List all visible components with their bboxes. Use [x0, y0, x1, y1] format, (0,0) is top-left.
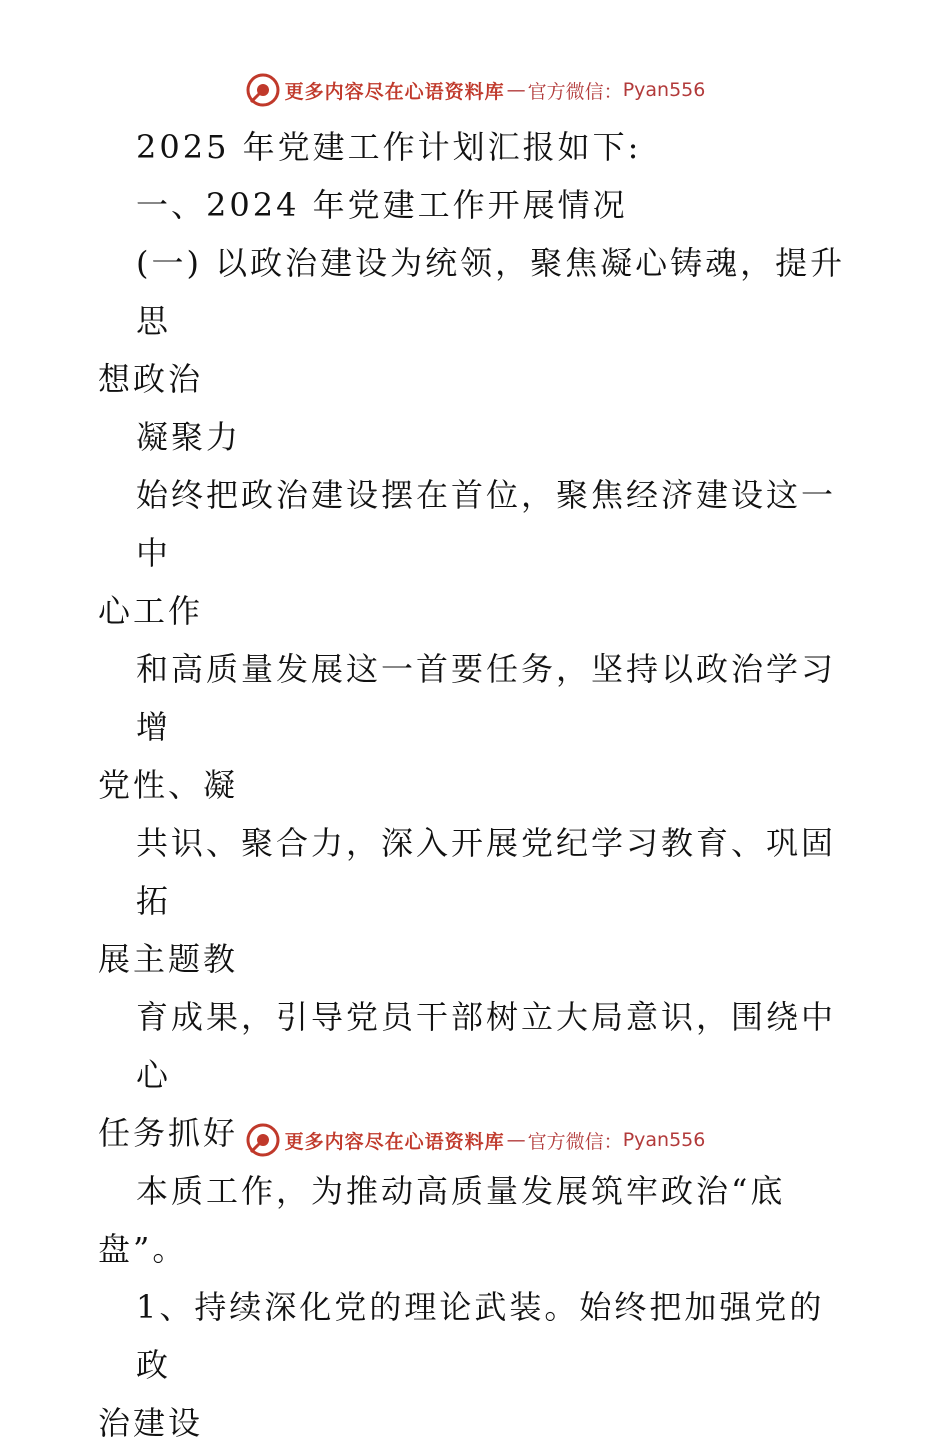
doc-line: 和高质量发展这一首要任务，坚持以政治学习增 — [136, 650, 837, 746]
watermark-footer — [0, 1120, 950, 1160]
watermark-handle: Pyan556 — [622, 1129, 706, 1151]
watermark-header — [0, 70, 950, 110]
doc-line: 想政治 — [98, 360, 204, 398]
watermark-site: 更多内容尽在心语资料库 — [284, 1130, 505, 1153]
doc-line: 盘”。 — [98, 1230, 188, 1268]
doc-line: 任务抓好 — [98, 1114, 239, 1152]
document-body — [98, 118, 858, 1452]
doc-line: 治建设 — [98, 1404, 204, 1442]
doc-line: 一、2024 年党建工作开展情况 — [136, 186, 628, 224]
doc-line: 心工作 — [98, 592, 204, 630]
watermark-channel: 官方微信： — [527, 1130, 623, 1153]
watermark-channel: 官方微信： — [527, 80, 623, 103]
watermark-site: 更多内容尽在心语资料库 — [284, 80, 505, 103]
doc-line: 本质工作，为推动高质量发展筑牢政治“底 — [136, 1172, 786, 1210]
watermark-handle: Pyan556 — [622, 79, 706, 101]
doc-line: 始终把政治建设摆在首位，聚焦经济建设这一中 — [136, 476, 837, 572]
doc-line: 共识、聚合力，深入开展党纪学习教育、巩固拓 — [136, 824, 837, 920]
seal-logo-icon — [245, 72, 281, 108]
doc-line: 1、持续深化党的理论武装。始终把加强党的政 — [136, 1288, 825, 1384]
doc-line: 党性、凝 — [98, 766, 239, 804]
doc-line: 2025 年党建工作计划汇报如下: — [136, 128, 642, 166]
doc-line: 凝聚力 — [136, 418, 242, 456]
doc-line: 育成果，引导党员干部树立大局意识，围绕中心 — [136, 998, 837, 1094]
doc-line: 展主题教 — [98, 940, 239, 978]
doc-line: (一) 以政治建设为统领，聚焦凝心铸魂，提升思 — [136, 244, 846, 340]
watermark-separator: — — [506, 1129, 526, 1151]
watermark-separator: — — [506, 79, 526, 101]
seal-logo-icon — [245, 1122, 281, 1158]
